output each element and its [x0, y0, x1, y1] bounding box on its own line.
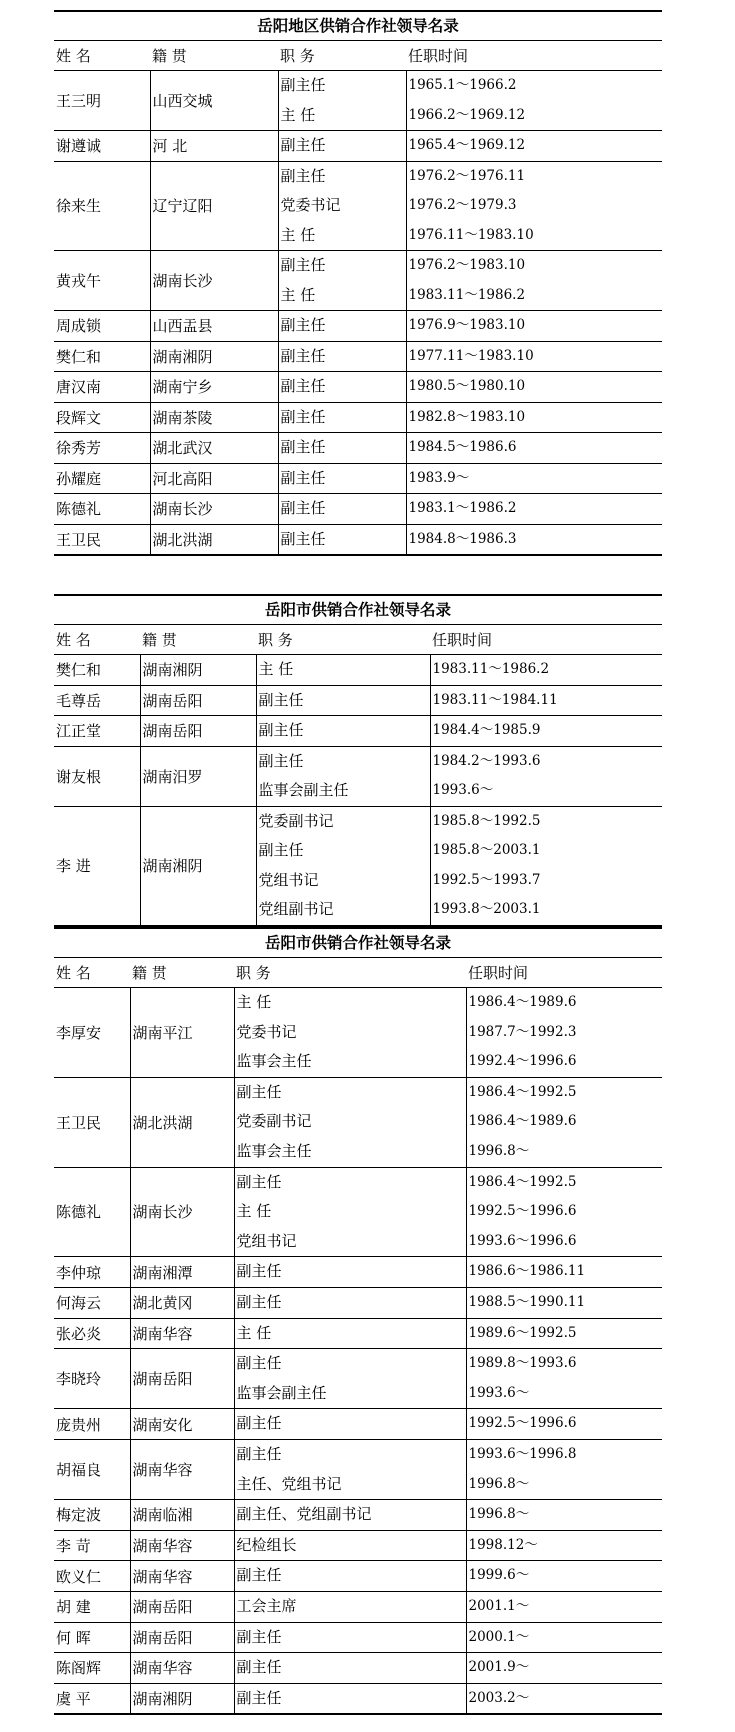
table-row — [54, 251, 662, 311]
term-cell — [406, 372, 662, 403]
post-title: 副主任 — [236, 1262, 282, 1281]
term-period: 1984.4～1985.9 — [432, 722, 541, 738]
post-cell — [234, 1257, 466, 1288]
term-period: 1966.2～1969.12 — [408, 106, 526, 123]
post-title: 监事会主任 — [236, 1141, 312, 1160]
table-yueyang-city-2 — [54, 927, 662, 1715]
table-row — [54, 1622, 662, 1653]
table-row — [54, 716, 662, 747]
term-period: 1983.9～ — [408, 469, 470, 486]
post-title: 纪检组长 — [236, 1535, 297, 1554]
post-title: 副主任 — [280, 529, 326, 548]
person-name: 张必炎 — [56, 1324, 102, 1343]
post-title: 副主任 — [236, 1688, 282, 1707]
post-title: 副主任 — [280, 256, 326, 274]
table-row — [54, 655, 662, 686]
post-cell — [234, 1500, 466, 1531]
term-cell — [466, 1287, 662, 1318]
person-name: 樊仁和 — [56, 661, 102, 680]
person-name: 陈阁辉 — [56, 1659, 102, 1678]
person-name: 王卫民 — [56, 1113, 102, 1132]
post-cell — [234, 1530, 466, 1561]
term-cell — [466, 1683, 662, 1713]
term-cell — [466, 1591, 662, 1622]
header-row — [54, 958, 662, 988]
table-row — [54, 372, 662, 403]
native-place: 湖南茶陵 — [150, 402, 278, 433]
term-period: 1976.2～1979.3 — [408, 197, 517, 213]
term-period: 1985.8～2003.1 — [432, 842, 541, 858]
post-title: 主 任 — [258, 660, 294, 678]
table-row — [54, 1530, 662, 1561]
post-title: 主任、党组书记 — [236, 1474, 342, 1493]
post-title: 副主任 — [280, 166, 326, 185]
term-period: 2001.9～ — [468, 1659, 530, 1676]
term-period: 2000.1～ — [468, 1628, 530, 1645]
term-cell — [466, 1622, 662, 1653]
term-period: 1984.8～1986.3 — [408, 530, 517, 547]
post-title: 监事会副主任 — [236, 1383, 327, 1402]
post-cell — [256, 716, 430, 747]
native-place: 河北高阳 — [150, 463, 278, 494]
table-row — [54, 131, 662, 162]
person-name: 李仲琼 — [56, 1263, 102, 1282]
term-period: 1993.6～ — [432, 782, 494, 798]
native-place: 湖北洪湖 — [130, 1077, 234, 1167]
native-place: 湖南湘阴 — [130, 1683, 234, 1713]
post-title: 副主任 — [236, 1627, 282, 1646]
table-bottom-rule — [54, 554, 662, 556]
native-place: 湖南长沙 — [130, 1167, 234, 1257]
post-title: 副主任 — [236, 1172, 282, 1191]
term-period: 1992.5～1993.7 — [432, 871, 541, 888]
post-cell — [234, 1318, 466, 1349]
native-place: 湖北武汉 — [150, 433, 278, 464]
header-row — [54, 625, 662, 655]
person-name: 何 晖 — [56, 1628, 91, 1647]
table-row — [54, 746, 662, 806]
post-title: 副主任 — [236, 1354, 282, 1373]
person-name: 徐来生 — [56, 197, 102, 216]
native-place: 湖南华容 — [130, 1653, 234, 1684]
column-header: 姓 名 — [54, 625, 140, 655]
table-row — [54, 494, 662, 525]
native-place: 湖南岳阳 — [130, 1622, 234, 1653]
native-place: 湖南汨罗 — [140, 746, 256, 806]
term-cell — [406, 524, 662, 554]
post-title: 主 任 — [236, 1202, 272, 1221]
post-title: 党委书记 — [280, 196, 341, 214]
term-period: 1998.12～ — [468, 1536, 538, 1553]
term-cell — [406, 131, 662, 162]
post-cell — [234, 1167, 466, 1257]
table-row — [54, 1591, 662, 1622]
native-place: 湖南华容 — [130, 1439, 234, 1499]
post-cell — [278, 433, 406, 464]
person-name: 樊仁和 — [56, 347, 102, 366]
person-name: 孙耀庭 — [56, 469, 102, 488]
term-period: 1988.5～1990.11 — [468, 1294, 586, 1311]
table-row — [54, 463, 662, 494]
term-cell — [430, 806, 662, 925]
post-cell — [256, 685, 430, 716]
table-row — [54, 71, 662, 131]
post-title: 副主任 — [258, 690, 304, 709]
native-place: 湖南岳阳 — [140, 685, 256, 716]
person-name: 王卫民 — [56, 530, 102, 549]
table-row — [54, 1349, 662, 1409]
post-title: 主 任 — [236, 993, 272, 1012]
person-name: 黄戎午 — [56, 272, 102, 290]
term-period: 1977.11～1983.10 — [408, 347, 534, 364]
table-row — [54, 433, 662, 464]
post-cell — [234, 1622, 466, 1653]
post-cell — [278, 311, 406, 342]
native-place: 湖北洪湖 — [150, 524, 278, 554]
term-period: 1999.6～ — [468, 1567, 530, 1584]
term-period: 1992.4～1996.6 — [468, 1053, 577, 1070]
leader-table — [54, 40, 662, 554]
term-period: 1983.11～1986.2 — [432, 661, 550, 677]
post-title: 副主任 — [280, 316, 326, 334]
term-period: 1986.4～1992.5 — [468, 1173, 577, 1190]
table-title: 岳阳市供销合作社领导名录 — [54, 594, 662, 624]
term-cell — [406, 161, 662, 251]
table-row — [54, 341, 662, 372]
table-row — [54, 806, 662, 925]
native-place: 湖南华容 — [130, 1530, 234, 1561]
post-cell — [234, 988, 466, 1078]
post-title: 副主任 — [280, 377, 326, 395]
post-cell — [234, 1591, 466, 1622]
native-place: 湖南湘阴 — [140, 806, 256, 925]
person-name: 谢遵诚 — [56, 137, 102, 156]
term-period: 1976.11～1983.10 — [408, 226, 534, 243]
term-period: 1983.11～1984.11 — [432, 691, 558, 708]
post-title: 副主任 — [280, 346, 326, 365]
term-period: 1993.6～ — [468, 1384, 530, 1401]
post-cell — [234, 1409, 466, 1440]
post-cell — [278, 161, 406, 251]
column-header: 任职时间 — [466, 958, 662, 988]
post-cell — [278, 463, 406, 494]
person-name: 欧义仁 — [56, 1567, 102, 1586]
term-cell — [466, 988, 662, 1078]
post-cell — [234, 1077, 466, 1167]
term-cell — [430, 716, 662, 747]
post-cell — [278, 494, 406, 525]
term-period: 1965.1～1966.2 — [408, 77, 517, 93]
native-place: 湖南长沙 — [150, 494, 278, 525]
post-title: 副主任 — [236, 1566, 282, 1585]
term-cell — [466, 1257, 662, 1288]
table-row — [54, 685, 662, 716]
table-row — [54, 1561, 662, 1592]
term-cell — [430, 655, 662, 686]
post-cell — [256, 806, 430, 925]
table-yueyang-district — [54, 10, 662, 556]
term-cell — [406, 311, 662, 342]
term-period: 1987.7～1992.3 — [468, 1023, 577, 1040]
post-title: 党委书记 — [236, 1022, 297, 1041]
post-cell — [278, 402, 406, 433]
post-title: 党组书记 — [236, 1231, 297, 1250]
column-header: 任职时间 — [406, 41, 662, 71]
post-cell — [234, 1349, 466, 1409]
table-yueyang-city-1 — [54, 594, 662, 927]
term-period: 1976.9～1983.10 — [408, 317, 526, 333]
term-period: 2001.1～ — [468, 1597, 530, 1614]
native-place: 湖南华容 — [130, 1318, 234, 1349]
native-place: 湖南湘潭 — [130, 1257, 234, 1288]
post-title: 副主任 — [236, 1082, 282, 1101]
table-row — [54, 1318, 662, 1349]
term-cell — [406, 251, 662, 311]
person-name: 胡 建 — [56, 1598, 91, 1617]
post-cell — [234, 1561, 466, 1592]
native-place: 湖南长沙 — [150, 251, 278, 311]
column-header: 职 务 — [278, 41, 406, 71]
person-name: 虞 平 — [56, 1690, 91, 1708]
term-period: 1992.5～1996.6 — [468, 1415, 577, 1432]
table-row — [54, 1409, 662, 1440]
term-cell — [406, 341, 662, 372]
post-title: 党委副书记 — [258, 811, 334, 830]
person-name: 毛尊岳 — [56, 691, 102, 710]
term-period: 1996.8～ — [468, 1475, 530, 1492]
post-title: 副主任 — [280, 438, 326, 456]
term-period: 1965.4～1969.12 — [408, 137, 526, 153]
post-cell — [278, 131, 406, 162]
post-cell — [234, 1287, 466, 1318]
post-title: 副主任 — [236, 1414, 282, 1433]
post-title: 副主任 — [258, 721, 304, 739]
column-header: 姓 名 — [54, 41, 150, 71]
table-title: 岳阳地区供销合作社领导名录 — [54, 10, 662, 40]
native-place: 山西交城 — [150, 71, 278, 131]
term-cell — [430, 685, 662, 716]
native-place: 湖南平江 — [130, 988, 234, 1078]
person-name: 江正堂 — [56, 722, 102, 741]
term-cell — [466, 1561, 662, 1592]
term-period: 1993.8～2003.1 — [432, 901, 541, 917]
term-period: 1980.5～1980.10 — [408, 378, 526, 394]
native-place: 湖北黄冈 — [130, 1287, 234, 1318]
native-place: 湖南安化 — [130, 1409, 234, 1440]
person-name: 谢友根 — [56, 767, 102, 786]
person-name: 李 苛 — [56, 1537, 91, 1556]
native-place: 湖南岳阳 — [130, 1591, 234, 1622]
table-title: 岳阳市供销合作社领导名录 — [54, 927, 662, 957]
post-cell — [278, 372, 406, 403]
leader-table — [54, 624, 662, 925]
term-period: 1976.2～1983.10 — [408, 257, 526, 273]
person-name: 陈德礼 — [56, 1203, 102, 1222]
native-place: 湖南华容 — [130, 1561, 234, 1592]
table-row — [54, 988, 662, 1078]
post-cell — [234, 1439, 466, 1499]
table-row — [54, 524, 662, 554]
native-place: 湖南临湘 — [130, 1500, 234, 1531]
term-period: 1985.8～1992.5 — [432, 812, 541, 829]
column-header: 任职时间 — [430, 625, 662, 655]
post-title: 主 任 — [280, 225, 316, 244]
native-place: 湖南岳阳 — [130, 1349, 234, 1409]
term-cell — [430, 746, 662, 806]
term-period: 1982.8～1983.10 — [408, 408, 526, 425]
table-row — [54, 1167, 662, 1257]
column-header: 职 务 — [256, 625, 430, 655]
native-place: 山西盂县 — [150, 311, 278, 342]
column-header: 籍 贯 — [150, 41, 278, 71]
table-row — [54, 1683, 662, 1713]
term-period: 1986.4～1989.6 — [468, 994, 577, 1011]
term-period: 1986.4～1989.6 — [468, 1113, 577, 1130]
term-cell — [466, 1530, 662, 1561]
term-period: 1983.11～1986.2 — [408, 286, 526, 303]
post-title: 党组副书记 — [258, 900, 334, 918]
person-name: 李 进 — [56, 857, 91, 875]
post-title: 监事会副主任 — [258, 781, 349, 799]
header-row — [54, 41, 662, 71]
table-row — [54, 402, 662, 433]
person-name: 梅定波 — [56, 1506, 102, 1525]
person-name: 李厚安 — [56, 1023, 102, 1042]
table-row — [54, 1077, 662, 1167]
term-cell — [466, 1653, 662, 1684]
person-name: 周成锁 — [56, 317, 102, 336]
post-cell — [256, 746, 430, 806]
table-row — [54, 311, 662, 342]
table-row — [54, 1287, 662, 1318]
post-title: 主 任 — [280, 285, 316, 304]
term-cell — [406, 402, 662, 433]
native-place: 辽宁辽阳 — [150, 161, 278, 251]
native-place: 湖南岳阳 — [140, 716, 256, 747]
term-period: 1993.6～1996.8 — [468, 1446, 577, 1463]
post-title: 副主任 — [280, 499, 326, 517]
post-title: 副主任 — [280, 76, 326, 94]
table-row — [54, 161, 662, 251]
term-period: 1989.6～1992.5 — [468, 1324, 577, 1341]
post-title: 党组书记 — [258, 870, 319, 889]
term-period: 1983.1～1986.2 — [408, 500, 517, 516]
post-title: 副主任 — [258, 751, 304, 770]
term-period: 1993.6～1996.6 — [468, 1232, 577, 1249]
term-cell — [466, 1349, 662, 1409]
term-cell — [466, 1318, 662, 1349]
post-title: 副主任 — [280, 136, 326, 154]
term-period: 2003.2～ — [468, 1689, 530, 1706]
person-name: 庞贵州 — [56, 1415, 102, 1434]
post-title: 副主任 — [236, 1293, 282, 1312]
person-name: 胡福良 — [56, 1461, 102, 1480]
table-bottom-rule — [54, 1713, 662, 1715]
term-period: 1976.2～1976.11 — [408, 167, 526, 184]
term-cell — [406, 463, 662, 494]
post-title: 副主任 — [236, 1658, 282, 1677]
term-cell — [466, 1500, 662, 1531]
post-cell — [256, 655, 430, 686]
post-cell — [234, 1683, 466, 1713]
native-place: 湖南湘阴 — [140, 655, 256, 686]
post-title: 主 任 — [236, 1323, 272, 1342]
column-header: 籍 贯 — [140, 625, 256, 655]
post-title: 副主任 — [280, 407, 326, 426]
term-period: 1986.4～1992.5 — [468, 1083, 577, 1100]
person-name: 段辉文 — [56, 408, 102, 427]
term-cell — [406, 494, 662, 525]
person-name: 唐汉南 — [56, 378, 102, 397]
term-cell — [406, 71, 662, 131]
person-name: 何海云 — [56, 1294, 102, 1313]
post-title: 副主任 — [258, 841, 304, 859]
post-cell — [278, 524, 406, 554]
term-period: 1984.5～1986.6 — [408, 439, 517, 455]
leader-table — [54, 957, 662, 1713]
native-place: 湖南湘阴 — [150, 341, 278, 372]
term-period: 1996.8～ — [468, 1142, 530, 1159]
term-cell — [466, 1167, 662, 1257]
term-period: 1989.8～1993.6 — [468, 1355, 577, 1372]
term-cell — [466, 1077, 662, 1167]
table-row — [54, 1653, 662, 1684]
term-period: 1992.5～1996.6 — [468, 1203, 577, 1220]
post-title: 副主任、党组副书记 — [236, 1505, 372, 1524]
term-period: 1996.8～ — [468, 1506, 530, 1523]
post-cell — [278, 71, 406, 131]
table-row — [54, 1257, 662, 1288]
post-title: 工会主席 — [236, 1596, 297, 1615]
post-title: 主 任 — [280, 105, 316, 124]
person-name: 王三明 — [56, 92, 102, 110]
column-header: 籍 贯 — [130, 958, 234, 988]
native-place: 湖南宁乡 — [150, 372, 278, 403]
term-cell — [466, 1439, 662, 1499]
term-cell — [406, 433, 662, 464]
post-title: 副主任 — [236, 1445, 282, 1464]
post-title: 副主任 — [280, 468, 326, 487]
person-name: 徐秀芳 — [56, 439, 102, 458]
person-name: 陈德礼 — [56, 500, 102, 519]
term-cell — [466, 1409, 662, 1440]
post-cell — [278, 251, 406, 311]
post-cell — [234, 1653, 466, 1684]
person-name: 李晓玲 — [56, 1370, 102, 1389]
column-header: 职 务 — [234, 958, 466, 988]
table-row — [54, 1500, 662, 1531]
post-cell — [278, 341, 406, 372]
term-period: 1984.2～1993.6 — [432, 752, 541, 769]
term-period: 1986.6～1986.11 — [468, 1263, 586, 1280]
post-title: 监事会主任 — [236, 1052, 312, 1071]
column-header: 姓 名 — [54, 958, 130, 988]
native-place: 河 北 — [150, 131, 278, 162]
table-row — [54, 1439, 662, 1499]
post-title: 党委副书记 — [236, 1112, 312, 1131]
